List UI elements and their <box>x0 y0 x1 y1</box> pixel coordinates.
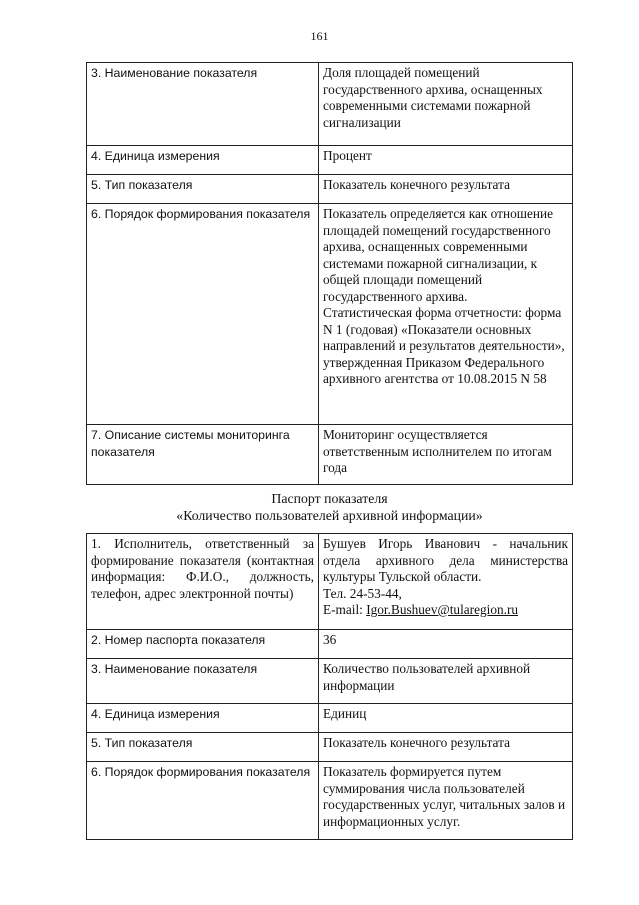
row-label: 5. Тип показателя <box>87 733 319 762</box>
row-value: Показатель конечного результата <box>319 733 573 762</box>
row-label: 7. Описание системы мониторинга показателя <box>87 425 319 485</box>
executor-label: 1. Исполнитель, ответственный за формирование показателя (контактная информация: Ф.И.О., должность, телефон, адрес электронной почты) <box>87 534 319 630</box>
table-row <box>87 704 573 733</box>
table-row <box>87 762 573 840</box>
executor-phone: Тел. 24-53-44, <box>323 585 402 601</box>
executor-email-line <box>323 602 568 619</box>
table-row <box>87 630 573 659</box>
passport-subtitle: «Количество пользователей архивной информации» <box>176 508 483 523</box>
row-value <box>319 204 573 425</box>
table-row <box>87 733 573 762</box>
page-number: 161 <box>310 29 329 43</box>
row-label: 2. Номер паспорта показателя <box>87 630 319 659</box>
row-value: Показатель формируется путем суммирования числа пользователей государственных услуг, читальных залов и информационных услуг. <box>319 762 573 840</box>
table-row <box>87 63 573 146</box>
row-label: 5. Тип показателя <box>87 175 319 204</box>
table-row <box>87 659 573 704</box>
row-value: Доля площадей помещений государственного архива, оснащенных современными системами пожарной сигнализации <box>319 63 573 146</box>
row-label: 3. Наименование показателя <box>87 63 319 146</box>
row-label: 6. Порядок формирования показателя <box>87 762 319 840</box>
email-link[interactable]: Igor.Bushuev@tularegion.ru <box>366 602 519 617</box>
row-value: Процент <box>319 146 573 175</box>
email-prefix: E-mail: <box>323 602 367 617</box>
row-value: Показатель конечного результата <box>319 175 573 204</box>
row-value: 36 <box>319 630 573 659</box>
row-label: 3. Наименование показателя <box>87 659 319 704</box>
row-value: Единиц <box>319 704 573 733</box>
row-value-paragraph-2: Статистическая форма отчетности: форма N 1 (годовая) «Показатели основных направлений и результатов деятельности», утвержденная Приказом Федерального архивного агентства от 10.08.2015 N 58 <box>323 305 565 386</box>
row-label: 4. Единица измерения <box>87 704 319 733</box>
indicator-table-2 <box>86 533 573 840</box>
table-row <box>87 146 573 175</box>
table-row <box>87 534 573 630</box>
row-value-paragraph-1: Показатель определяется как отношение площадей помещений государственного архива, оснащенных современными системами пожарной сигнализации, к общей площади помещений государственного архива. <box>323 206 554 304</box>
table-row <box>87 175 573 204</box>
row-value: Мониторинг осуществляется ответственным исполнителем по итогам года <box>319 425 573 485</box>
executor-value <box>319 534 573 630</box>
indicator-table-1 <box>86 62 573 485</box>
table-row <box>87 204 573 425</box>
row-label: 4. Единица измерения <box>87 146 319 175</box>
row-value: Количество пользователей архивной информации <box>319 659 573 704</box>
row-label: 6. Порядок формирования показателя <box>87 204 319 425</box>
passport-title: Паспорт показателя <box>271 491 388 506</box>
table-row <box>87 425 573 485</box>
executor-name: Бушуев Игорь Иванович - начальник отдела архивного дела министерства культуры Тульской области. <box>323 536 568 584</box>
